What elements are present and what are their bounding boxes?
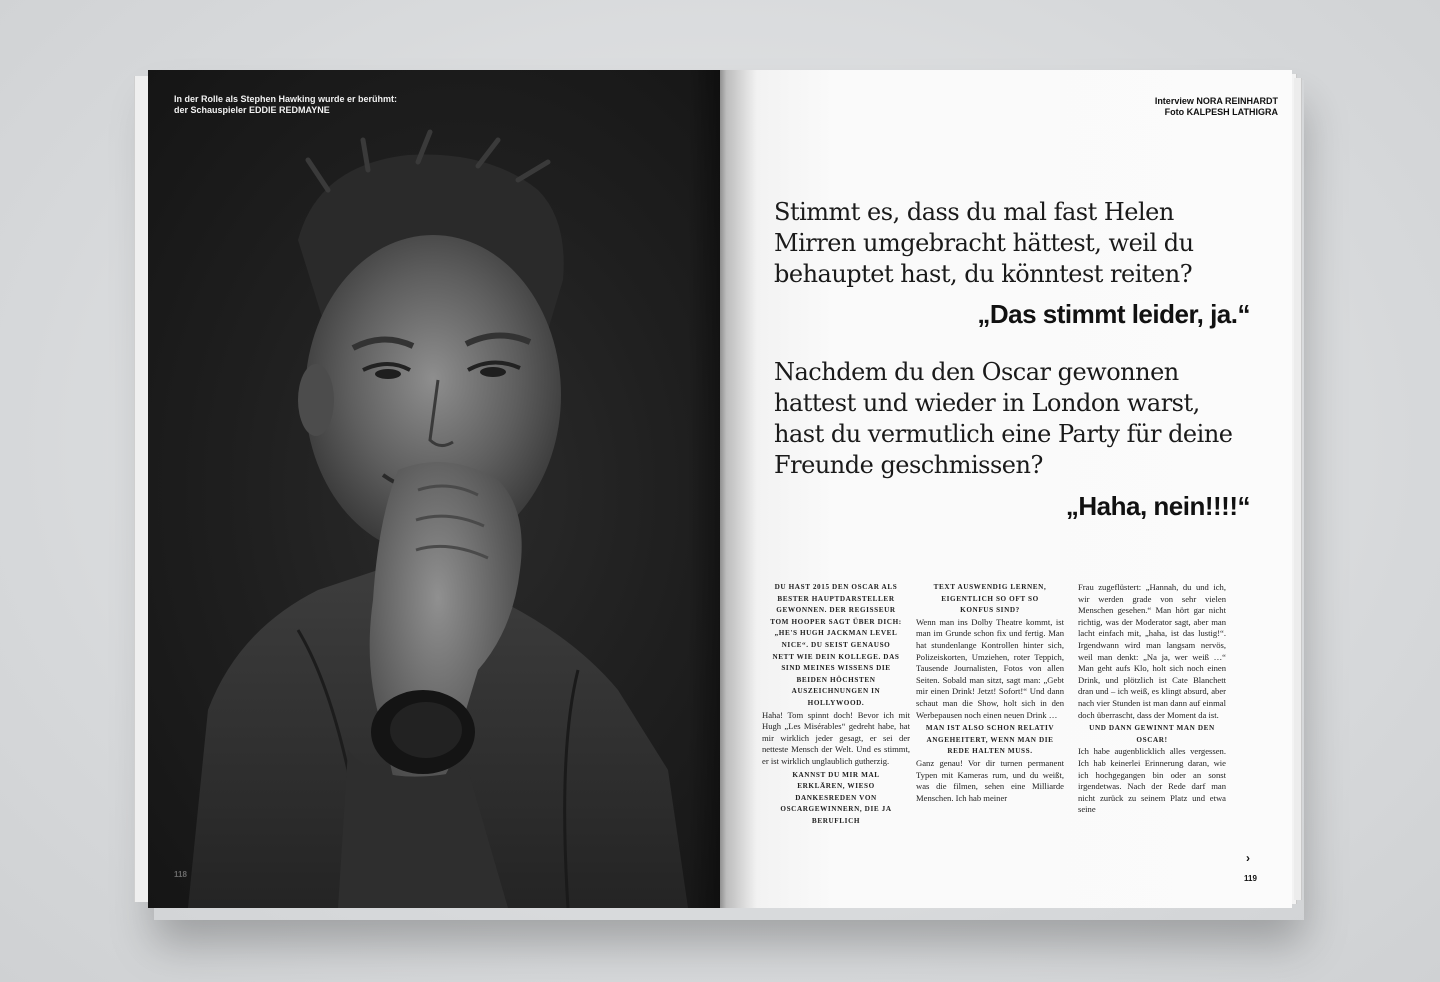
interview-answer: Ganz genau! Vor dir turnen permanent Typen mit Kameras rum, und du weißt, was die filmen, sehen eine Milliarde Menschen. Ich hab meiner [916, 757, 1064, 803]
interview-answer: Haha! Tom spinnt doch! Bevor ich mit Hugh „Les Misérables“ gedreht habe, hat mir wirklich jeder gesagt, er sei der netteste Mensch der Welt. Und es stimmt, er ist wirklich unglaublich gutherzig. [762, 709, 910, 766]
text-column-2 [916, 582, 1064, 806]
right-page-edge-back [1294, 78, 1302, 900]
caption-line-2: der Schauspieler EDDIE REDMAYNE [174, 105, 330, 115]
lead-question-1: Stimmt es, dass du mal fast Helen Mirren umgebracht hättest, weil du behauptet hast, du könntest reiten? [774, 198, 1194, 288]
page-number-right: 119 [1244, 874, 1257, 883]
interview-answer: Frau zugeflüstert: „Hannah, du und ich, wir werden grade von sehr vielen Menschen gesehen.“ Man hört gar nicht richtig, was der Moderator sagt, aber man lacht einfach mit, „haha, ist das lustig!“. Irgendwann wird man langsam nervös, weil man denkt: „Na ja, wer weiß …“ Man geht aufs Klo, holt sich noch einen Drink, und plötzlich ist Cate Blanchett dran und – ich weiß, es klingt absurd, aber nach vier Stunden ist man dann auf einmal doch überrascht, dass der Moment da ist. [1078, 582, 1226, 720]
lead-question-2: Nachdem du den Oscar gewonnen hattest und wieder in London warst, hast du vermutlich eine Party für deine Freunde geschmissen? [774, 358, 1233, 479]
credit-interview: Interview NORA REINHARDT [1154, 96, 1278, 106]
lead-answer-1: „Das stimmt leider, ja.“ [977, 299, 1250, 329]
page-number-left: 118 [174, 870, 187, 879]
magazine-spread [148, 70, 1292, 908]
article-credits [1155, 96, 1278, 118]
interview-answer: Wenn man ins Dolby Theatre kommt, ist man im Grunde schon fix und fertig. Man hat stundenlange Kontrollen hinter sich, Polizeiskorten, Umziehen, roter Teppich, Tausende Journalisten, Fotos von allen Seiten. Sobald man sitzt, sagt man: „Gebt mir einen Drink! Jetzt! Sofort!“ Und dann schaut man die Show, holt sich in den Werbepausen noch einen neuen Drink … [916, 616, 1064, 720]
chevron-right-icon: › [1246, 851, 1250, 865]
interview-question: MAN IST ALSO SCHON RELATIV ANGEHEITERT, WENN MAN DIE REDE HALTEN MUSS. [925, 724, 1055, 756]
text-column-1 [762, 582, 910, 827]
left-page [148, 70, 720, 908]
photo-caption [174, 94, 534, 116]
text-column-3 [1078, 582, 1226, 818]
credit-photo: Foto KALPESH LATHIGRA [1164, 107, 1278, 117]
interview-question: DU HAST 2015 DEN OSCAR ALS BESTER HAUPTDARSTELLER GEWONNEN. DER REGISSEUR TOM HOOPER SAGT ÜBER DICH: „HE'S HUGH JACKMAN LEVEL NICE“. DU SEIST GENAUSO NETT WIE DEIN KOLLEGE. DAS SIND MEINES WISSENS DIE BEIDEN HÖCHSTEN AUSZEICHNUNGEN IN HOLLYWOOD. [770, 583, 902, 707]
caption-line-1: In der Rolle als Stephen Hawking wurde er berühmt: [174, 94, 398, 104]
right-page [720, 70, 1292, 908]
interview-answer: Ich habe augenblicklich alles vergessen. Ich hab keinerlei Erinnerung daran, wie ich hochgegangen bin oder an sonst irgendetwas. Nach der Rede darf man nicht zurück zu seinem Platz und etwa seine [1078, 746, 1226, 815]
interview-question: TEXT AUSWENDIG LERNEN, EIGENTLICH SO OFT SO KONFUS SIND? [933, 583, 1047, 615]
interview-question: UND DANN GEWINNT MAN DEN OSCAR! [1089, 724, 1215, 744]
lead-answer-2: „Haha, nein!!!!“ [1065, 491, 1250, 521]
interview-question: KANNST DU MIR MAL ERKLÄREN, WIESO DANKESREDEN VON OSCARGEWINNERN, DIE JA BERUFLICH [780, 770, 892, 825]
portrait-photo [148, 70, 720, 908]
